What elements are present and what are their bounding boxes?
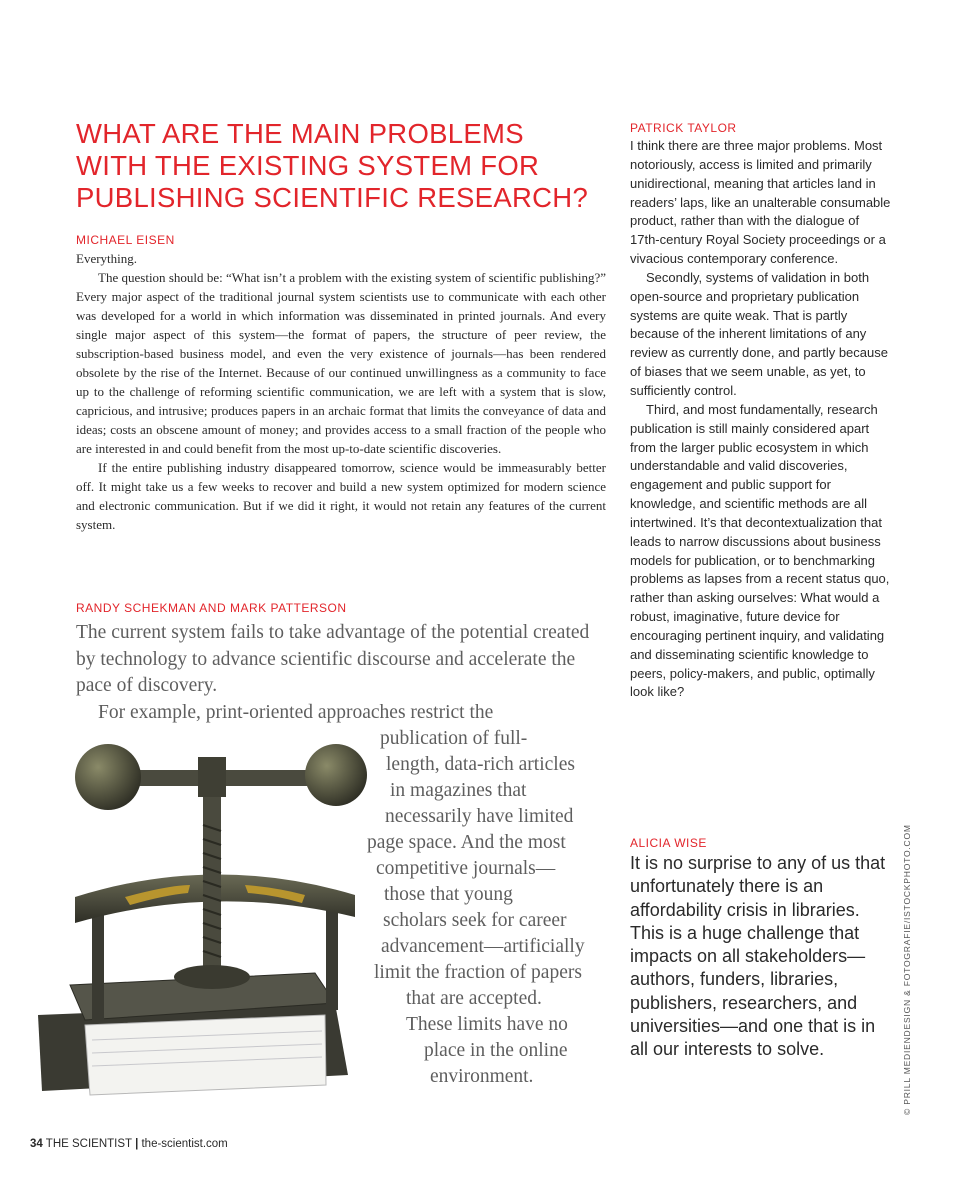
byline-schekman-patterson: RANDY SCHEKMAN AND MARK PATTERSON (76, 601, 347, 615)
headline-line: WHAT ARE THE MAIN PROBLEMS (76, 118, 524, 149)
book-press-icon (30, 735, 370, 1105)
text-line: These limits have no (406, 1014, 568, 1035)
footer-separator: | (135, 1138, 139, 1150)
schekman-answer-paragraph: The current system fails to take advantage of the potential created by technology to advance scientific discourse and accelerate the pace of discovery. (76, 622, 590, 696)
text-line: scholars seek for career (383, 910, 567, 931)
photo-credit: © PRILL MEDIENDESIGN & FOTOGRAFIE/ISTOCKPHOTO.COM (902, 824, 912, 1115)
paragraph: The question should be: “What isn’t a problem with the existing system of scientific publishing?” Every major aspect of the traditional journal system scientists use to communicate with each other was developed for a world in which information was disseminated in printed journals. And every single major aspect of this system—the format of papers, the structure of peer review, the subscription-based business model, and even the very existence of journals—has been rendered obsolete by the rise of the Internet. Because of our continued unwillingness as a community to face up to the challenge of reforming scientific communication, we are left with a system that is slow, capricious, and intrusive; produces papers in an archaic format that limits the conveyance of data and ideas; costs an obscene amount of money; and provides access to a small fraction of the people who are interested in and could benefit from the most up-to-date scientific discoveries. (76, 270, 606, 456)
paragraph: If the entire publishing industry disappeared tomorrow, science would be immeasurably better off. It might take us a few weeks to recover and build a new system optimized for modern science and electronic communication. But if we did it right, it would not retain any features of the current system. (76, 460, 606, 532)
paragraph: Everything. (76, 251, 138, 266)
text-line: place in the online (424, 1040, 568, 1061)
text-line: environment. (430, 1066, 534, 1087)
article-headline (76, 118, 606, 214)
byline-patrick-taylor: PATRICK TAYLOR (630, 121, 737, 135)
text-line: competitive journals— (376, 858, 556, 879)
text-line: advancement—artificially (381, 936, 585, 957)
page-number: 34 (30, 1138, 43, 1150)
website-link[interactable]: the-scientist.com (141, 1138, 228, 1150)
headline-line: PUBLISHING SCIENTIFIC RESEARCH? (76, 182, 589, 213)
page-footer (30, 1138, 228, 1150)
paragraph: I think there are three major problems. Most notoriously, access is limited and primarily unidirectional, meaning that articles land in readers’ laps, like an unalterable consumable product, rather than with the dialogue of 17th-century Royal Society proceedings or a vivacious contemporary conference. (630, 138, 891, 267)
eisen-answer (76, 249, 606, 534)
byline-michael-eisen: MICHAEL EISEN (76, 233, 175, 247)
paragraph: Secondly, systems of validation in both open-source and proprietary publication systems are quite weak. That is partly because of the inherent limitations of any review as currently done, and partly because of biases that we seem unable, as yet, to sufficiently control. (630, 269, 888, 398)
press-foot (174, 965, 250, 989)
byline-alicia-wise: ALICIA WISE (630, 836, 707, 850)
press-column (326, 900, 338, 1010)
text-line: For example, print-oriented approaches restrict the (98, 702, 494, 723)
text-line: necessarily have limited (385, 806, 574, 827)
paragraph: Third, and most fundamentally, research publication is still mainly considered apart from the larger public ecosystem in which understandable and valid discoveries, engagement and public support for knowledge, and scientific methods are all intertwined. It’s that decontextualization that leads to narrow discussions about business models for publication, or to benchmarking problems as lapses from a recent status quo, rather than asking ourselves: What would a robust, imaginative, future device for encouraging pertinent inquiry, and validating and disseminating scientific knowledge to peers, policy-makers, and public, optimally look like? (630, 401, 890, 700)
text-line: publication of full- (380, 728, 528, 749)
press-screw (203, 785, 221, 975)
magazine-name: THE SCIENTIST (45, 1138, 132, 1150)
press-column (92, 905, 104, 1020)
press-ball-right (305, 744, 367, 806)
text-line: that are accepted. (406, 988, 542, 1009)
text-line: in magazines that (390, 780, 527, 801)
text-line: length, data-rich articles (386, 754, 575, 775)
text-line: page space. And the most (367, 832, 566, 853)
taylor-answer (630, 137, 892, 702)
books-stack (85, 1015, 326, 1095)
wise-answer: It is no surprise to any of us that unfortunately there is an affordability crisis in libraries. This is a huge challenge that impacts on all stakeholders—authors, funders, libraries, publishers, researchers, and universities—and one that is in all our interests to solve. (630, 853, 886, 1060)
headline-line: WITH THE EXISTING SYSTEM FOR (76, 150, 540, 181)
text-line: limit the fraction of papers (374, 962, 582, 983)
text-line: those that young (384, 884, 513, 905)
press-ball-left (75, 744, 141, 810)
